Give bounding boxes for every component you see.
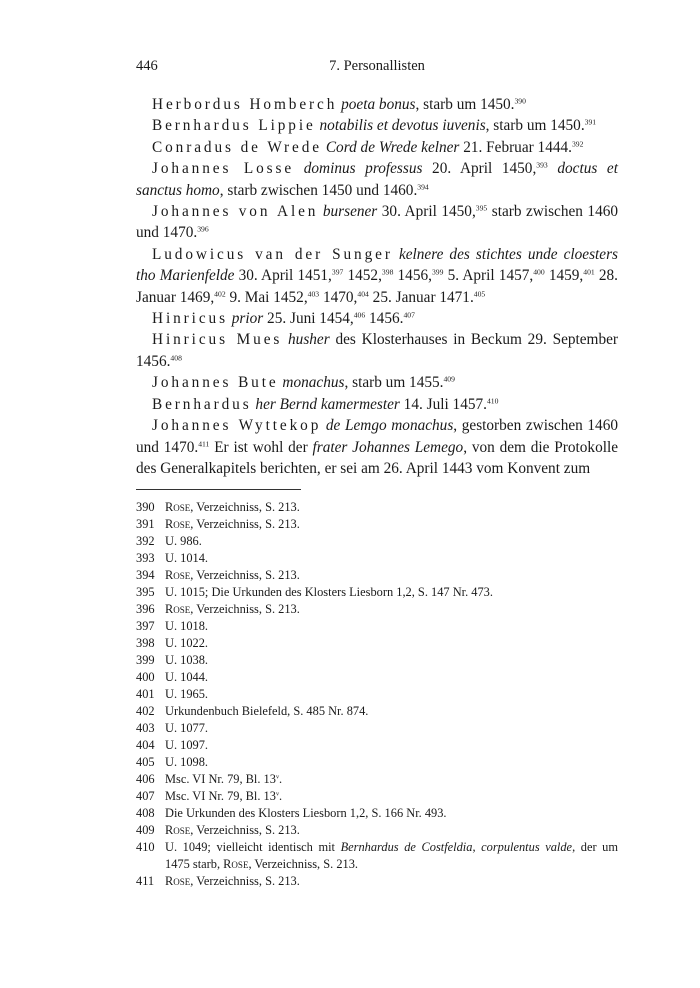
entry-paragraph: Johannes Wyttekop de Lemgo monachus, gestorben zwischen 1460 und 1470.$^{411}$ Er ist wohl der frater Johannes Lemego, von dem die Protokolle des Generalkapitels berichten, er sei am 26. April 1443 vom Konvent zum bbox=[136, 417, 619, 477]
footnote-number: 398 bbox=[136, 636, 155, 651]
entry-paragraph: Conradus de Wrede Cord de Wrede kelner 21. Februar 1444.$^{392}$ bbox=[152, 138, 584, 156]
person-name: Bernhardus bbox=[152, 395, 252, 413]
latin-description: doctus et sanctus homo bbox=[136, 160, 618, 199]
person-name: Bernhardus Lippie bbox=[152, 117, 316, 135]
footnote-number: 409 bbox=[136, 823, 155, 838]
footnote-text: Urkundenbuch Bielefeld, S. 485 Nr. 874. bbox=[165, 704, 369, 719]
footnote bbox=[136, 533, 618, 550]
footnote bbox=[136, 788, 618, 805]
latin-description: prior bbox=[231, 310, 264, 328]
footnote bbox=[136, 771, 618, 788]
footnote-number: 390 bbox=[136, 500, 155, 515]
latin-description: monachus bbox=[282, 374, 345, 392]
footnote-ref: 402 bbox=[214, 288, 226, 298]
footnote-text: Rose, Verzeichniss, S. 213. bbox=[165, 517, 300, 532]
footnote-number: 395 bbox=[136, 585, 155, 600]
latin-description: bursener bbox=[322, 203, 378, 221]
person-name: Hinricus bbox=[152, 310, 228, 328]
footnote-ref: 391 bbox=[584, 117, 597, 127]
person-name: Conradus de Wrede bbox=[152, 138, 323, 156]
footnote bbox=[136, 873, 618, 890]
entry-paragraph: Ludowicus van der Sunger kelnere des stichtes unde cloesters tho Marienfelde 30. April 1451,$^{397}$ 1452,$^{398}$ 1456,$^{399}$ 5. April 1457,$^{400}$ 1459,$^{401}$ 28. Januar 1469,$^{402}$ 9. Mai 1452,$^{403}$ 1470,$^{404}$ 25. Januar 1471.$^{405}$ bbox=[136, 245, 619, 306]
footnote bbox=[136, 635, 618, 652]
footnote-text: Rose, Verzeichniss, S. 213. bbox=[165, 500, 300, 515]
footnote-number: 397 bbox=[136, 619, 155, 634]
page-number: 446 bbox=[136, 58, 158, 74]
footnote-ref: 400 bbox=[533, 267, 545, 277]
person-name: Herbordus Homberch bbox=[152, 96, 338, 113]
footnote-text: U. 1022. bbox=[165, 636, 209, 651]
footnote-ref: 394 bbox=[417, 181, 429, 191]
footnote bbox=[136, 550, 618, 567]
footnote bbox=[136, 567, 618, 584]
latin-description: Cord de Wrede kelner bbox=[325, 138, 460, 156]
entry-paragraph: Johannes von Alen bursener 30. April 1450,$^{395}$ starb zwischen 1460 und 1470.$^{396}$ bbox=[136, 203, 619, 242]
footnote-number: 411 bbox=[136, 874, 155, 889]
footnote-number: 404 bbox=[136, 738, 155, 753]
footnote bbox=[136, 822, 618, 839]
footnote-ref: 403 bbox=[307, 288, 320, 298]
footnote-number: 396 bbox=[136, 602, 155, 617]
footnote-ref: 396 bbox=[197, 224, 209, 234]
footnote bbox=[136, 584, 618, 601]
footnote-ref: 395 bbox=[475, 203, 488, 213]
footnote-number: 401 bbox=[136, 687, 155, 702]
running-title: 7. Personallisten bbox=[329, 58, 425, 74]
footnote-text: U. 1098. bbox=[165, 755, 209, 770]
footnote-text: Msc. VI Nr. 79, Bl. 13$^v$. bbox=[165, 772, 283, 787]
footnote-number: 400 bbox=[136, 670, 155, 685]
footnote-number: 399 bbox=[136, 653, 155, 668]
entry-paragraph: Hinricus Mues husher des Klosterhauses in Beckum 29. September 1456.$^{408}$ bbox=[136, 331, 618, 370]
latin-description: frater Johannes Lemego bbox=[312, 438, 464, 456]
footnote-number: 405 bbox=[136, 755, 155, 770]
footnote-ref: 407 bbox=[403, 310, 415, 320]
person-name: Johannes von Alen bbox=[152, 203, 319, 221]
footnote bbox=[136, 601, 618, 618]
footnote bbox=[136, 686, 618, 703]
footnote-ref: 409 bbox=[443, 374, 455, 384]
footnote bbox=[136, 618, 618, 635]
person-name: Johannes Wyttekop bbox=[152, 417, 322, 435]
entry-paragraph: Herbordus Homberch poeta bonus, starb um 1450.$^{390}$ bbox=[152, 96, 526, 113]
footnote-text: U. 1015; Die Urkunden des Klosters Liesborn 1,2, S. 147 Nr. 473. bbox=[165, 585, 493, 600]
entry-paragraph: Bernhardus her Bernd kamermester 14. Juli 1457.$^{410}$ bbox=[152, 395, 499, 413]
footnote bbox=[136, 703, 618, 720]
footnote-ref: 406 bbox=[353, 310, 366, 320]
footnote-text: Rose, Verzeichniss, S. 213. bbox=[165, 874, 300, 889]
page bbox=[136, 58, 618, 890]
footnote-ref: 401 bbox=[583, 267, 595, 277]
main-text bbox=[136, 94, 618, 479]
footnote-number: 393 bbox=[136, 551, 155, 566]
footnote-ref: 393 bbox=[536, 160, 548, 170]
footnote-text: Die Urkunden des Klosters Liesborn 1,2, S. 166 Nr. 493. bbox=[165, 806, 447, 821]
footnote bbox=[136, 516, 618, 533]
footnote-ref: 390 bbox=[514, 96, 526, 106]
footnote-ref: 404 bbox=[357, 288, 369, 298]
footnote-text: U. 1038. bbox=[165, 653, 209, 668]
footnote-number: 403 bbox=[136, 721, 155, 736]
person-name: Johannes Bute bbox=[152, 374, 279, 392]
footnote-text: Msc. VI Nr. 79, Bl. 13$^v$. bbox=[165, 789, 283, 804]
footnote-text: U. 986. bbox=[165, 534, 202, 549]
footnote-text: U. 1049; vielleicht identisch mit Bernhardus de Costfeldia, corpulentus valde, der um 1475 starb, Rose, Verzeichniss, S. 213. bbox=[165, 840, 618, 872]
footnote-number: 402 bbox=[136, 704, 155, 719]
latin-description: de Lemgo monachus bbox=[325, 417, 454, 435]
latin-description: notabilis et devotus iuvenis bbox=[319, 117, 486, 135]
footnote bbox=[136, 754, 618, 771]
footnote-number: 406 bbox=[136, 772, 155, 787]
footnote-ref: 392 bbox=[571, 139, 584, 149]
person-name: Hinricus Mues bbox=[152, 331, 283, 349]
footnote bbox=[136, 737, 618, 754]
footnote bbox=[136, 652, 618, 669]
footnote-ref: 408 bbox=[170, 353, 182, 363]
footnote-ref: 411 bbox=[198, 438, 210, 448]
footnote-text: Rose, Verzeichniss, S. 213. bbox=[165, 602, 300, 617]
footnote-text: U. 1018. bbox=[165, 619, 209, 634]
footnote-text: U. 1965. bbox=[165, 687, 209, 702]
footnote-number: 407 bbox=[136, 789, 155, 804]
footnote bbox=[136, 839, 618, 873]
footnote-text: U. 1014. bbox=[165, 551, 209, 566]
footnote-text: U. 1097. bbox=[165, 738, 209, 753]
entry-paragraph: Johannes Losse dominus professus 20. April 1450,$^{393}$ doctus et sanctus homo, starb zwischen 1450 und 1460.$^{394}$ bbox=[136, 160, 618, 199]
footnote-number: 394 bbox=[136, 568, 155, 583]
footnote-number: 392 bbox=[136, 534, 155, 549]
entry-paragraph: Hinricus prior 25. Juni 1454,$^{406}$ 1456.$^{407}$ bbox=[152, 310, 415, 328]
latin-description: her Bernd kamermester bbox=[255, 395, 400, 413]
footnote-text: Rose, Verzeichniss, S. 213. bbox=[165, 823, 300, 838]
footnote-number: 410 bbox=[136, 840, 155, 855]
footnotes bbox=[136, 499, 618, 890]
footnote bbox=[136, 720, 618, 737]
footnote bbox=[136, 805, 618, 822]
footnote-text: U. 1044. bbox=[165, 670, 209, 685]
footnote-ref: 397 bbox=[331, 267, 344, 277]
footnote-ref: 405 bbox=[473, 288, 486, 298]
footnote-number: 408 bbox=[136, 806, 155, 821]
footnote-number: 391 bbox=[136, 517, 155, 532]
person-name: Johannes Losse bbox=[152, 160, 295, 178]
footnote-ref: 399 bbox=[431, 267, 444, 277]
person-name: Ludowicus van der Sunger bbox=[152, 245, 393, 263]
latin-description: poeta bonus bbox=[341, 96, 416, 113]
entry-paragraph: Johannes Bute monachus, starb um 1455.$^{409}$ bbox=[152, 374, 455, 392]
footnote-ref: 398 bbox=[381, 267, 394, 277]
latin-description: kelnere des stichtes unde cloesters tho Marienfelde bbox=[136, 245, 618, 285]
footnote-divider bbox=[136, 489, 301, 490]
latin-description: dominus professus bbox=[303, 160, 423, 178]
footnote-ref: 410 bbox=[486, 395, 499, 405]
footnote bbox=[136, 669, 618, 686]
footnote bbox=[136, 499, 618, 516]
footnote-text: Rose, Verzeichniss, S. 213. bbox=[165, 568, 300, 583]
page-header bbox=[136, 58, 618, 82]
footnote-text: U. 1077. bbox=[165, 721, 209, 736]
entry-paragraph: Bernhardus Lippie notabilis et devotus iuvenis, starb um 1450.$^{391}$ bbox=[152, 117, 597, 135]
latin-description: husher bbox=[288, 331, 330, 349]
